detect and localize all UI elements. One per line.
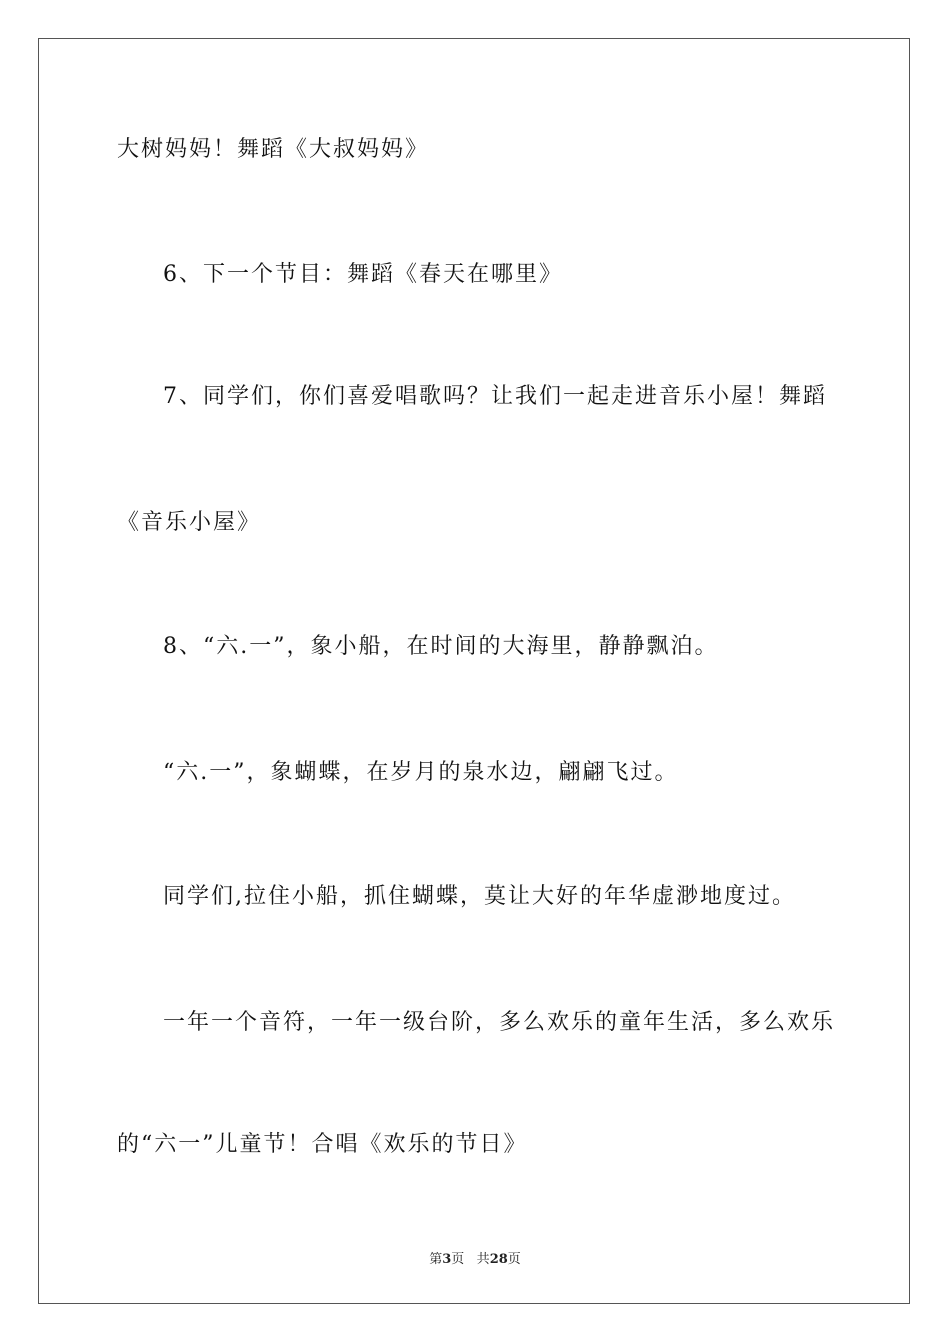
footer-total-prefix: 共	[476, 1252, 490, 1267]
footer-page-prefix: 第	[429, 1252, 443, 1267]
text-line-2: 6、下一个节目：舞蹈《春天在哪里》	[163, 262, 563, 287]
text-line-5: 8、“六.一”，象小船，在时间的大海里，静静飘泊。	[163, 634, 719, 659]
text-line-6: “六.一”，象蝴蝶，在岁月的泉水边，翩翩飞过。	[163, 760, 679, 785]
footer-total-pages: 28	[489, 1252, 508, 1267]
footer-total-suffix: 页	[507, 1252, 521, 1267]
text-line-7: 同学们,拉住小船，抓住蝴蝶，莫让大好的年华虚渺地度过。	[163, 884, 796, 909]
text-line-9: 的“六一”儿童节！合唱《欢乐的节日》	[117, 1132, 528, 1157]
text-line-4: 《音乐小屋》	[117, 510, 262, 535]
page-footer	[0, 1248, 950, 1267]
text-line-8: 一年一个音符，一年一级台阶，多么欢乐的童年生活，多么欢乐	[163, 1010, 836, 1035]
text-line-1: 大树妈妈！舞蹈《大叔妈妈》	[117, 137, 430, 162]
footer-page-number: 3	[442, 1252, 452, 1267]
text-line-3: 7、同学们，你们喜爱唱歌吗？让我们一起走进音乐小屋！舞蹈	[163, 384, 827, 409]
page-border	[38, 38, 910, 1304]
footer-page-suffix: 页	[451, 1252, 465, 1267]
